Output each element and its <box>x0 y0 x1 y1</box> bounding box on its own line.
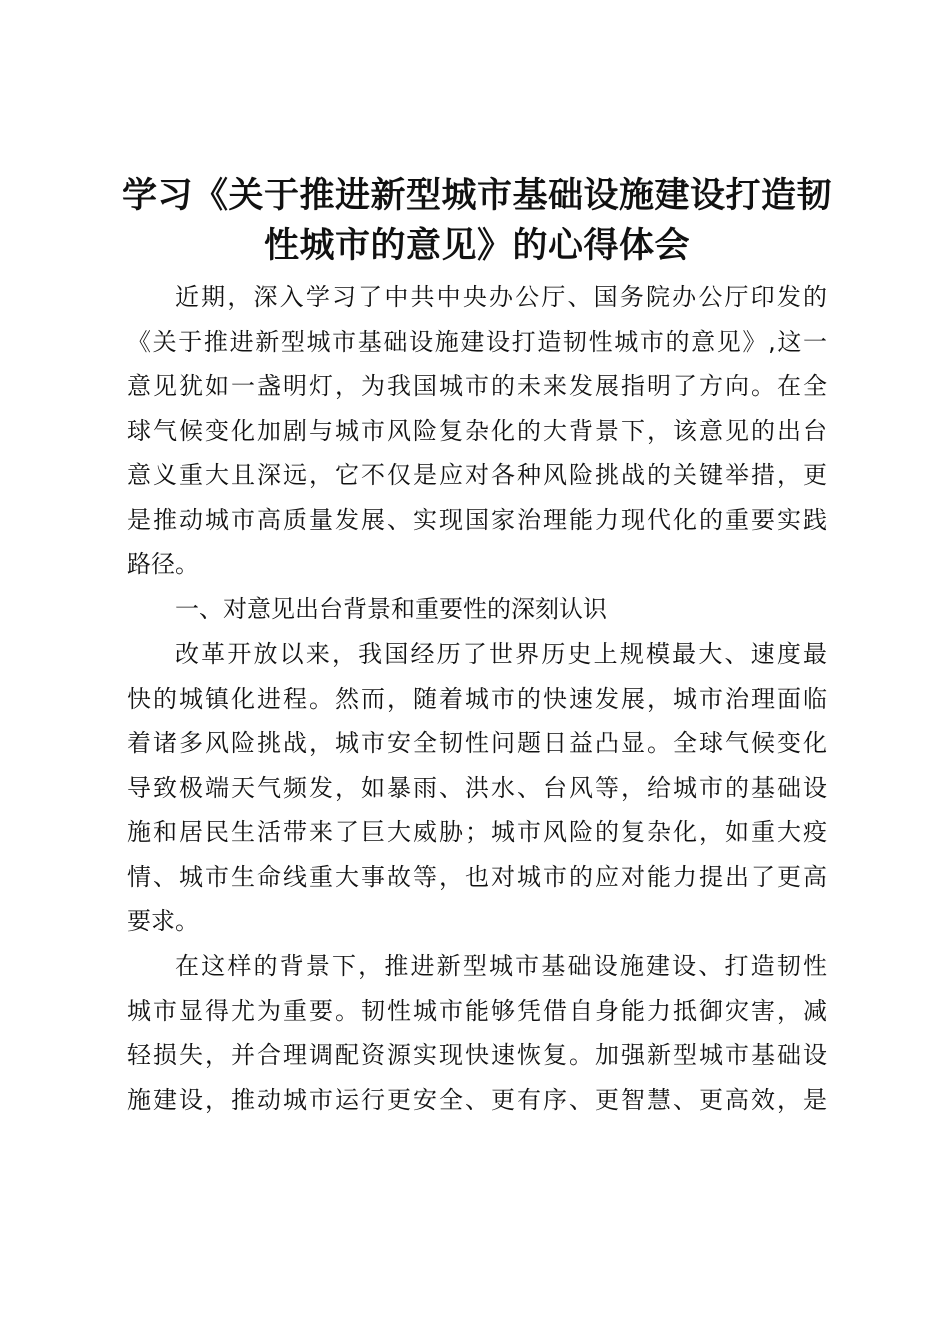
paragraph-1-line: 路径。 <box>127 550 199 578</box>
paragraph-1-line: 球气候变化加剧与城市风险复杂化的大背景下，该意见的出台 <box>127 417 827 445</box>
section-heading: 一、对意见出台背景和重要性的深刻认识 <box>175 595 607 623</box>
document-title-line-1: 学习《关于推进新型城市基础设施建设打造韧 <box>121 176 832 216</box>
paragraph-3-line: 轻损失，并合理调配资源实现快速恢复。加强新型城市基础设 <box>127 1041 827 1069</box>
paragraph-2-line: 着诸多风险挑战，城市安全韧性问题日益凸显。全球气候变化 <box>127 729 827 757</box>
paragraph-3-line: 施建设，推动城市运行更安全、更有序、更智慧、更高效，是 <box>127 1086 827 1114</box>
paragraph-2-line: 情、城市生命线重大事故等，也对城市的应对能力提出了更高 <box>127 863 827 891</box>
paragraph-2-line: 快的城镇化进程。然而，随着城市的快速发展，城市治理面临 <box>127 685 827 713</box>
paragraph-1-line: 近期，深入学习了中共中央办公厅、国务院办公厅印发的 <box>175 283 827 311</box>
paragraph-2-line: 改革开放以来，我国经历了世界历史上规模最大、速度最 <box>175 640 827 668</box>
paragraph-1-line: 意见犹如一盏明灯，为我国城市的未来发展指明了方向。在全 <box>127 372 827 400</box>
paragraph-3-line: 在这样的背景下，推进新型城市基础设施建设、打造韧性 <box>175 952 827 980</box>
paragraph-2-line: 要求。 <box>127 907 199 935</box>
paragraph-1-line: 《关于推进新型城市基础设施建设打造韧性城市的意见》,这一 <box>127 328 827 356</box>
paragraph-3-line: 城市显得尤为重要。韧性城市能够凭借自身能力抵御灾害，减 <box>127 997 827 1025</box>
paragraph-1-line: 是推动城市高质量发展、实现国家治理能力现代化的重要实践 <box>127 506 827 534</box>
paragraph-2-line: 导致极端天气频发，如暴雨、洪水、台风等，给城市的基础设 <box>127 774 827 802</box>
paragraph-1-line: 意义重大且深远，它不仅是应对各种风险挑战的关键举措，更 <box>127 461 827 489</box>
document-title-line-2: 性城市的意见》的心得体会 <box>263 226 690 266</box>
paragraph-2-line: 施和居民生活带来了巨大威胁；城市风险的复杂化，如重大疫 <box>127 818 827 846</box>
